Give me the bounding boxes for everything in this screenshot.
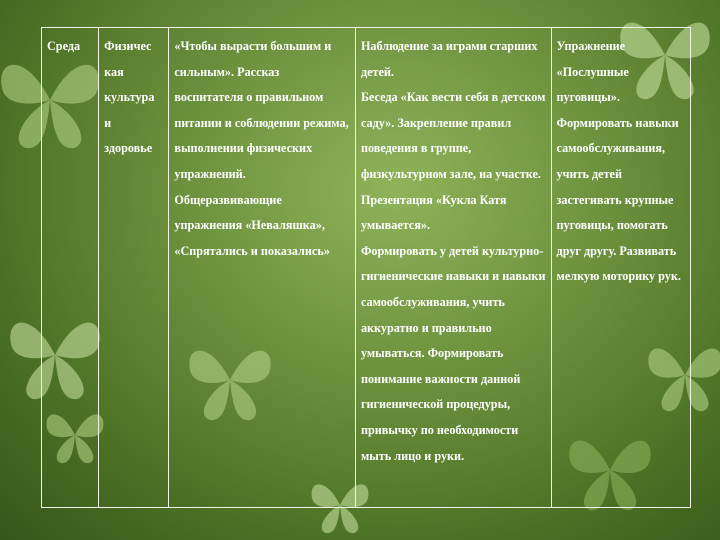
area-line: кая bbox=[104, 64, 124, 79]
area-line: здоровье bbox=[104, 141, 153, 156]
observation-para: Формировать у детей культурно-гигиенические навыки и навыки самообслуживания, учить аккуратно и правильно умываться. Формировать понимание важности данной гигиенической процедуры, привычку по необходимости мыть лицо и руки. bbox=[360, 243, 546, 463]
exercise-para: Упражнение «Послушные пуговицы». bbox=[556, 39, 629, 105]
activity-cell: «Чтобы вырасти большим и сильным». Рассказ воспитателя о правильном питании и соблюдении режима, выполнении физических упражнений. Общеразвивающие упражнения «Неваляшка», «Спрятались и показались» bbox=[169, 28, 356, 508]
observation-para: Презентация «Кукла Катя умывается». bbox=[360, 192, 507, 233]
exercise-cell bbox=[551, 28, 690, 508]
area-cell bbox=[99, 28, 169, 508]
table-row bbox=[42, 28, 691, 508]
observation-cell bbox=[355, 28, 551, 508]
day-cell: Среда bbox=[42, 28, 99, 508]
area-line: и bbox=[104, 115, 112, 130]
area-line: культура bbox=[104, 90, 155, 105]
exercise-para: Формировать навыки самообслуживания, учить детей застегивать крупные пуговицы, помогать друг другу. Развивать мелкую моторику рук. bbox=[556, 115, 681, 284]
plan-table bbox=[41, 27, 691, 508]
area-line: Физичес bbox=[104, 39, 152, 53]
observation-para: Беседа «Как вести себя в детском саду». Закрепление правил поведения в группе, физкультурном зале, на участке. bbox=[360, 90, 546, 181]
observation-para: Наблюдение за играми старших детей. bbox=[360, 39, 538, 79]
